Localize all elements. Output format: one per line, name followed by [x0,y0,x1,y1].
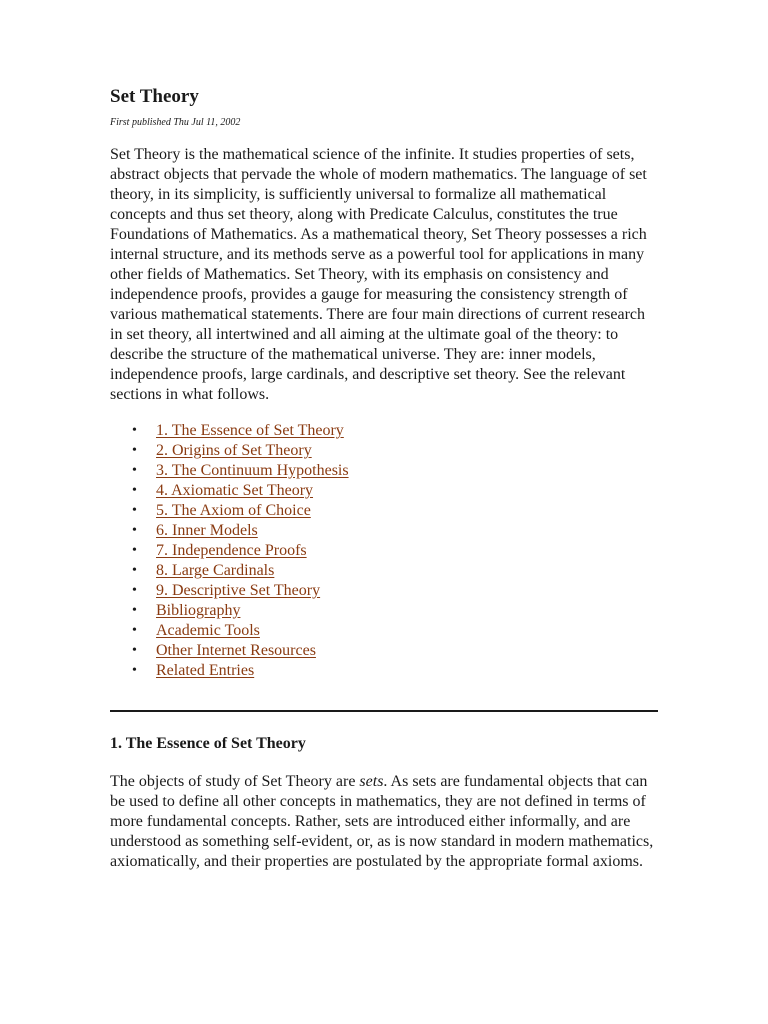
toc-item-large-cardinals [110,561,658,581]
toc-item-related-entries [110,661,658,681]
bullet-icon: • [132,543,137,558]
toc-link-descriptive[interactable]: 9. Descriptive Set Theory [156,582,321,599]
publication-date: First published Thu Jul 11, 2002 [110,117,241,128]
toc-link-independence[interactable]: 7. Independence Proofs [156,542,307,559]
toc-item-origins [110,441,658,461]
bullet-icon: • [132,443,137,458]
toc-link-origins[interactable]: 2. Origins of Set Theory [156,442,312,459]
toc-link-internet-resources[interactable]: Other Internet Resources [156,642,316,659]
toc-item-axiomatic [110,481,658,501]
bullet-icon: • [132,663,137,678]
section-paragraph [110,772,658,872]
emphasis-sets: sets [359,773,384,790]
toc-item-continuum [110,461,658,481]
bullet-icon: • [132,623,137,638]
bullet-icon: • [132,423,137,438]
toc-link-continuum[interactable]: 3. The Continuum Hypothesis [156,462,349,479]
toc-item-descriptive [110,581,658,601]
toc-link-large-cardinals[interactable]: 8. Large Cardinals [156,562,275,579]
article [110,84,658,872]
table-of-contents [110,421,658,681]
toc-item-internet-resources [110,641,658,661]
toc-link-related-entries[interactable]: Related Entries [156,662,255,679]
bullet-icon: • [132,463,137,478]
toc-item-inner-models [110,521,658,541]
bullet-icon: • [132,483,137,498]
toc-link-bibliography[interactable]: Bibliography [156,602,241,619]
toc-link-academic-tools[interactable]: Academic Tools [156,622,260,639]
section-paragraph-text-end: . As sets are fundamental objects that can be used to define all other concepts in mathematics, they are not defined in terms of more fundamental concepts. Rather, sets are introduced either informally, and are understood as something self-evident, or, as is now standard in modern mathematics, axiomatically, and their properties are postulated by the appropriate formal axioms. [110,773,654,870]
toc-item-bibliography [110,601,658,621]
bullet-icon: • [132,643,137,658]
toc-item-academic-tools [110,621,658,641]
section-heading: 1. The Essence of Set Theory [110,735,306,752]
bullet-icon: • [132,523,137,538]
page-title: Set Theory [110,86,199,107]
toc-item-choice [110,501,658,521]
toc-item-independence [110,541,658,561]
intro-paragraph: Set Theory is the mathematical science of the infinite. It studies properties of sets, abstract objects that pervade the whole of modern mathematics. The language of set theory, in its simplicity, is sufficiently universal to formalize all mathematical concepts and thus set theory, along with Predicate Calculus, constitutes the true Foundations of Mathematics. As a mathematical theory, Set Theory possesses a rich internal structure, and its methods serve as a powerful tool for applications in many other fields of Mathematics. Set Theory, with its emphasis on consistency and independence proofs, provides a gauge for measuring the consistency strength of various mathematical statements. There are four main directions of current research in set theory, all intertwined and all aiming at the ultimate goal of the theory: to describe the structure of the mathematical universe. They are: inner models, independence proofs, large cardinals, and descriptive set theory. See the relevant sections in what follows. [110,146,647,403]
bullet-icon: • [132,603,137,618]
bullet-icon: • [132,583,137,598]
bullet-icon: • [132,503,137,518]
toc-link-choice[interactable]: 5. The Axiom of Choice [156,502,311,519]
section-divider [110,710,658,712]
bullet-icon: • [132,563,137,578]
section-paragraph-text-start: The objects of study of Set Theory are [110,773,360,790]
toc-link-essence[interactable]: 1. The Essence of Set Theory [156,422,344,439]
toc-item-essence [110,421,658,441]
toc-link-inner-models[interactable]: 6. Inner Models [156,522,258,539]
toc-link-axiomatic[interactable]: 4. Axiomatic Set Theory [156,482,314,499]
